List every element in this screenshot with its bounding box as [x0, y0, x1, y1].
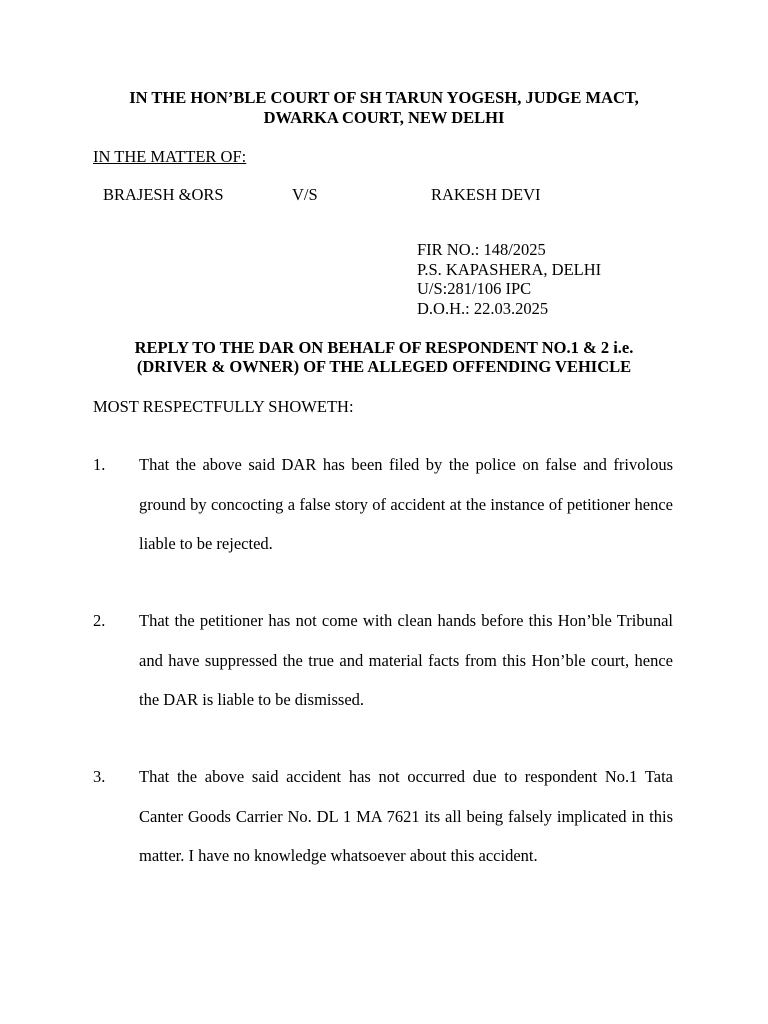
showeth-label: MOST RESPECTFULLY SHOWETH: — [93, 397, 354, 416]
fir-number: FIR NO.: 148/2025 — [417, 240, 546, 259]
paragraph-text: That the above said accident has not occurred due to respondent No.1 Tata Canter Goods Carrier No. DL 1 MA 7621 its all being falsely implicated in this matter. I have no knowledge whatsoever about this accident. — [139, 767, 673, 865]
paragraph-number: 1. — [93, 455, 106, 474]
versus-label: V/S — [292, 185, 318, 204]
paragraph-number: 3. — [93, 767, 106, 786]
reply-title-line-2: (DRIVER & OWNER) OF THE ALLEGED OFFENDING VEHICLE — [136, 357, 632, 376]
date-of-hearing: D.O.H.: 22.03.2025 — [417, 298, 549, 318]
case-details-block — [417, 240, 601, 318]
paragraph-text: That the above said DAR has been filed by the police on false and frivolous ground by concocting a false story of accident at the instance of petitioner hence liable to be rejected. — [139, 455, 673, 553]
court-heading — [80, 88, 688, 128]
petitioner-name: BRAJESH &ORS — [103, 185, 224, 204]
reply-title-line-1: REPLY TO THE DAR ON BEHALF OF RESPONDENT NO.1 & 2 i.e. — [134, 338, 634, 357]
paragraph-number: 2. — [93, 611, 106, 630]
paragraph-text: That the petitioner has not come with clean hands before this Hon’ble Tribunal and have suppressed the true and material facts from this Hon’ble court, hence the DAR is liable to be dismissed. — [139, 611, 673, 709]
court-heading-line-1: IN THE HON’BLE COURT OF SH TARUN YOGESH, JUDGE MACT, — [129, 88, 639, 107]
court-heading-line-2: DWARKA COURT, NEW DELHI — [263, 108, 505, 127]
police-station: P.S. KAPASHERA, DELHI — [417, 259, 602, 279]
respondent-name: RAKESH DEVI — [431, 185, 541, 204]
reply-title — [80, 338, 688, 376]
matter-of-label: IN THE MATTER OF: — [93, 147, 247, 166]
sections: U/S:281/106 IPC — [417, 279, 532, 298]
